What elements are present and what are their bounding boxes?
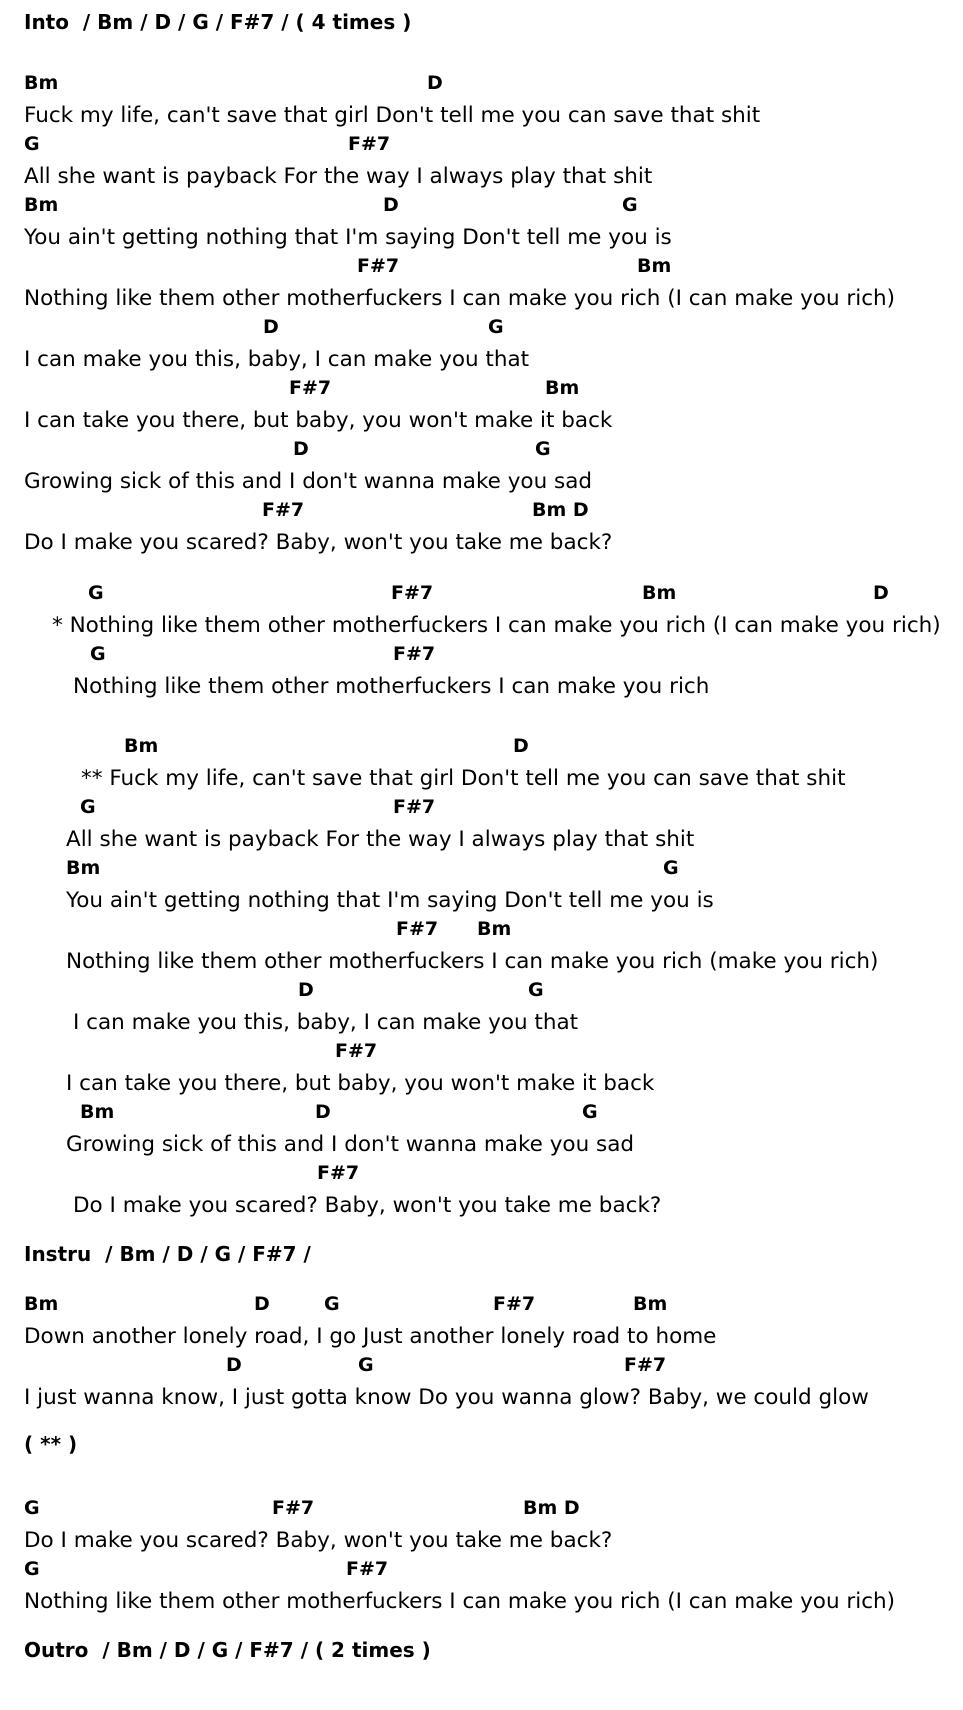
chord: G xyxy=(528,979,544,1001)
chord: F#7 xyxy=(624,1354,667,1376)
lyric-line: Fuck my life, can't save that girl Don't tell me you can save that shit xyxy=(24,103,761,128)
chord: Bm xyxy=(24,194,59,216)
lyric-line: * Nothing like them other motherfuckers I can make you rich (I can make you rich) xyxy=(52,613,941,638)
chord: G xyxy=(324,1293,340,1315)
outro-line: Outro / Bm / D / G / F#7 / ( 2 times ) xyxy=(24,1638,431,1662)
chord: G xyxy=(535,438,551,460)
lyric-line: Growing sick of this and I don't wanna make you sad xyxy=(24,469,593,494)
lyric-line: I can take you there, but baby, you won't make it back xyxy=(24,408,613,433)
chord: F#7 xyxy=(393,643,436,665)
chord: D xyxy=(427,72,443,94)
chord: F#7 xyxy=(317,1162,360,1184)
chord: F#7 xyxy=(262,499,305,521)
chord: D xyxy=(226,1354,242,1376)
chord: G xyxy=(88,582,104,604)
chord: Bm xyxy=(545,377,580,399)
chord: D xyxy=(873,582,889,604)
chord: Bm xyxy=(24,72,59,94)
chord: G xyxy=(488,316,504,338)
lyric-line: I just wanna know, I just gotta know Do you wanna glow? Baby, we could glow xyxy=(24,1385,869,1410)
chord: D xyxy=(315,1101,331,1123)
chord: F#7 xyxy=(348,133,391,155)
chord: Bm xyxy=(24,1293,59,1315)
instru-line: Instru / Bm / D / G / F#7 / xyxy=(24,1242,311,1266)
chord: G xyxy=(80,796,96,818)
chord: F#7 xyxy=(391,582,434,604)
lyric-line: Do I make you scared? Baby, won't you take me back? xyxy=(24,1528,613,1553)
chord: Bm xyxy=(66,857,101,879)
lyric-line: ** Fuck my life, can't save that girl Don't tell me you can save that shit xyxy=(81,766,846,791)
lyric-line: Nothing like them other motherfuckers I can make you rich (I can make you rich) xyxy=(24,1589,896,1614)
lyric-line: I can make you this, baby, I can make you that xyxy=(73,1010,579,1035)
chord: F#7 xyxy=(346,1558,389,1580)
lyric-line: Nothing like them other motherfuckers I can make you rich (make you rich) xyxy=(66,949,879,974)
chord: Bm xyxy=(637,255,672,277)
chord: F#7 xyxy=(396,918,439,940)
repeat-marker: ( ** ) xyxy=(24,1432,78,1456)
lyric-line: Nothing like them other motherfuckers I can make you rich xyxy=(73,674,710,699)
chord: D xyxy=(263,316,279,338)
lyric-line: All she want is payback For the way I always play that shit xyxy=(24,164,653,189)
chord: Bm xyxy=(124,735,159,757)
chord: Bm D xyxy=(523,1497,580,1519)
chord: D xyxy=(298,979,314,1001)
lyric-line: Do I make you scared? Baby, won't you take me back? xyxy=(24,530,613,555)
lyric-line: Growing sick of this and I don't wanna make you sad xyxy=(66,1132,635,1157)
lyric-line: I can make you this, baby, I can make you that xyxy=(24,347,530,372)
intro-line: Into / Bm / D / G / F#7 / ( 4 times ) xyxy=(24,10,412,34)
chord: G xyxy=(24,1558,40,1580)
lyric-line: You ain't getting nothing that I'm saying Don't tell me you is xyxy=(24,225,672,250)
chord: F#7 xyxy=(357,255,400,277)
chord: G xyxy=(582,1101,598,1123)
chord: G xyxy=(622,194,638,216)
chord: D xyxy=(254,1293,270,1315)
chord: G xyxy=(24,133,40,155)
chord: G xyxy=(358,1354,374,1376)
chord: D xyxy=(293,438,309,460)
lyric-line: Do I make you scared? Baby, won't you take me back? xyxy=(73,1193,662,1218)
chord: G xyxy=(24,1497,40,1519)
chord: D xyxy=(513,735,529,757)
lyric-line: Nothing like them other motherfuckers I can make you rich (I can make you rich) xyxy=(24,286,896,311)
lyric-line: All she want is payback For the way I always play that shit xyxy=(66,827,695,852)
lyric-line: Down another lonely road, I go Just another lonely road to home xyxy=(24,1324,717,1349)
chord: Bm xyxy=(633,1293,668,1315)
chord: G xyxy=(663,857,679,879)
chord: D xyxy=(383,194,399,216)
chord: Bm xyxy=(80,1101,115,1123)
chord: F#7 xyxy=(493,1293,536,1315)
chord: G xyxy=(90,643,106,665)
chord: F#7 xyxy=(393,796,436,818)
chord: Bm xyxy=(642,582,677,604)
lyric-line: You ain't getting nothing that I'm saying Don't tell me you is xyxy=(66,888,714,913)
chord: F#7 xyxy=(335,1040,378,1062)
chord: Bm xyxy=(477,918,512,940)
chord: F#7 xyxy=(272,1497,315,1519)
lyric-line: I can take you there, but baby, you won't make it back xyxy=(66,1071,655,1096)
chord: Bm D xyxy=(532,499,589,521)
chord: F#7 xyxy=(289,377,332,399)
